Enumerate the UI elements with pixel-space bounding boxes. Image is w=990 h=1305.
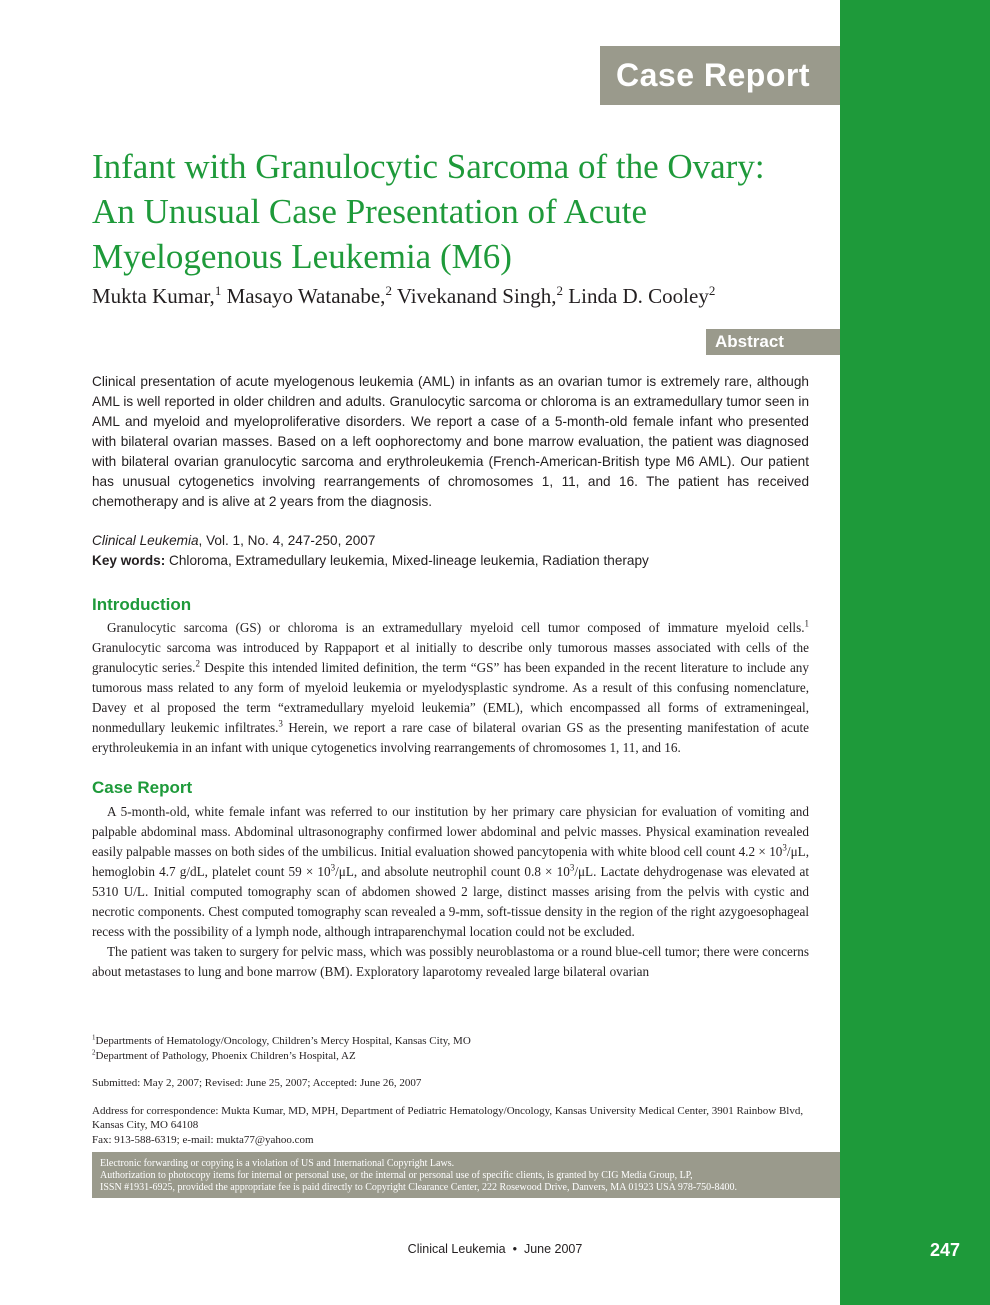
citation-line xyxy=(92,531,809,551)
text-run: A 5-month-old, white female infant was referred to our institution by her primary care physician for evaluation of vomiting and palpable abdominal mass. Abdominal ultrasonography confirmed lower abdominal and pelvic masses. Physical examination revealed easily palpable masses on both sides of the umbilicus. Initial evaluation showed pancytopenia with white blood cell count 4.2 × 10 xyxy=(92,804,809,859)
author-name: Vivekanand Singh, xyxy=(396,284,557,308)
case-report-body xyxy=(92,802,809,982)
title-line: Infant with Granulocytic Sarcoma of the Ovary: xyxy=(92,147,765,186)
text-run: /μL. Lactate dehydrogenase was elevated at 5310 U/L. Initial computed tomography scan of abdomen showed 2 large, distinct masses arising from the pelvis with cystic and necrotic components. Chest computed tomography scan revealed a 9-mm, soft-tissue density in the region of the right azygoesophageal recess with the possibility of a lymph node, although intraparenchymal location could not be excluded. xyxy=(92,864,809,939)
superscript: 3 xyxy=(569,862,575,873)
paragraph xyxy=(92,802,809,942)
affiliation-text: Departments of Hematology/Oncology, Children’s Mercy Hospital, Kansas City, MO xyxy=(95,1035,471,1047)
side-color-bar xyxy=(840,0,990,1305)
journal-name: Clinical Leukemia xyxy=(92,533,199,548)
case-report-heading: Case Report xyxy=(92,778,193,797)
author-list xyxy=(92,283,822,309)
reference-mark: 1 xyxy=(804,618,809,629)
title-line: An Unusual Case Presentation of Acute xyxy=(92,192,648,231)
section-label: Case Report xyxy=(600,46,840,105)
copyright-line: Authorization to photocopy items for internal or personal use, or the internal or personal use of specific clients, is granted by CIG Media Group, LP, xyxy=(100,1170,693,1181)
footnotes xyxy=(92,1034,809,1147)
article-title xyxy=(92,144,822,279)
footer-date: June 2007 xyxy=(523,1242,583,1256)
keywords: Chloroma, Extramedullary leukemia, Mixed-lineage leukemia, Radiation therapy xyxy=(165,553,649,568)
text-run: /μL, hemoglobin 4.7 g/dL, platelet count 59 × 10 xyxy=(92,844,809,879)
submission-dates: Submitted: May 2, 2007; Revised: June 25, 2007; Accepted: June 26, 2007 xyxy=(92,1077,422,1089)
superscript: 3 xyxy=(782,842,787,853)
author-name: Masayo Watanabe, xyxy=(226,284,386,308)
text-run: Granulocytic sarcoma was introduced by Rappaport et al initially to describe only tumorous masses associated with cells of the granulocytic series. xyxy=(92,640,809,675)
affiliation-mark: 2 xyxy=(556,283,564,298)
abstract-heading: Abstract xyxy=(706,329,840,355)
journal-footer xyxy=(300,1242,690,1256)
introduction-heading: Introduction xyxy=(92,595,192,614)
correspondence-contact: Fax: 913-588-6319; e-mail: mukta77@yahoo.com xyxy=(92,1133,314,1146)
text-run: Despite this intended limited definition, the term “GS” has been expanded in the recent literature to include any tumorous mass related to any form of myeloid leukemia or myelodysplastic syndrome. As a result of this confusing nomenclature, Davey et al proposed the term “extramedullary myeloid leukemia” (EML), which encompassed all forms of extrameningeal, nonmedullary leukemic infiltrates. xyxy=(92,660,809,735)
author-name: Mukta Kumar, xyxy=(92,284,215,308)
abstract-text: Clinical presentation of acute myelogenous leukemia (AML) in infants as an ovarian tumor is extremely rare, although AML is well reported in older children and adults. Granulocytic sarcoma or chloroma is an extramedullary tumor seen in AML and myeloid and myeloproliferative disorders. We report a case of a 5-month-old female infant who presented with bilateral ovarian masses. Based on a left oophorectomy and bone marrow evaluation, the patient was diagnosed with bilateral ovarian granulocytic sarcoma and erythroleukemia (French-American-British type M6 AML). Our patient has unusual cytogenetics involving rearrangements of chromosomes 1, 11, and 16. The patient has received chemotherapy and is alive at 2 years from the diagnosis. xyxy=(92,374,809,509)
footer-separator: • xyxy=(512,1242,517,1256)
copyright-notice xyxy=(92,1152,840,1198)
reference-mark: 2 xyxy=(195,658,200,669)
citation-block xyxy=(92,531,809,571)
copyright-line: ISSN #1931-6925, provided the appropriate fee is paid directly to Copyright Clearance Center, 222 Rosewood Drive, Danvers, MA 01923 USA 978-750-8400. xyxy=(100,1182,737,1193)
keywords-line xyxy=(92,551,809,571)
text-run: Granulocytic sarcoma (GS) or chloroma is an extramedullary myeloid cell tumor composed of immature myeloid cells. xyxy=(107,620,805,635)
page-number: 247 xyxy=(929,1240,960,1260)
citation-details: , Vol. 1, No. 4, 247-250, 2007 xyxy=(198,533,376,548)
affiliation-mark: 2 xyxy=(708,283,716,298)
title-line: Myelogenous Leukemia (M6) xyxy=(92,237,512,276)
paragraph: The patient was taken to surgery for pelvic mass, which was possibly neuroblastoma or a round blue-cell tumor; there were concerns about metastases to lung and bone marrow (BM). Exploratory laparotomy revealed large bilateral ovarian xyxy=(92,944,809,979)
author-name: Linda D. Cooley xyxy=(568,284,709,308)
keywords-label: Key words: xyxy=(92,553,166,568)
affiliation-text: Department of Pathology, Phoenix Children’s Hospital, AZ xyxy=(95,1049,356,1062)
affiliation-mark: 2 xyxy=(92,1047,96,1056)
affiliation-mark: 1 xyxy=(92,1033,96,1042)
footer-journal: Clinical Leukemia xyxy=(407,1242,506,1256)
reference-mark: 3 xyxy=(278,718,283,729)
copyright-line: Electronic forwarding or copying is a violation of US and International Copyright Laws. xyxy=(100,1158,455,1169)
correspondence-address: Address for correspondence: Mukta Kumar, MD, MPH, Department of Pediatric Hematology/Oncology, Kansas University Medical Center, 3901 Rainbow Blvd, Kansas City, MO 64108 xyxy=(92,1104,804,1131)
introduction-body xyxy=(92,618,809,758)
affiliation-footnote xyxy=(92,1034,809,1049)
text-run: Herein, we report a rare case of bilateral ovarian GS as the presenting manifestation of acute erythroleukemia in an infant with unique cytogenetics involving rearrangements of chromosomes 1, 11, and 16. xyxy=(92,720,809,755)
superscript: 3 xyxy=(330,862,336,873)
affiliation-mark: 2 xyxy=(385,283,392,298)
text-run: /μL, and absolute neutrophil count 0.8 × 10 xyxy=(335,864,570,879)
affiliation-mark: 1 xyxy=(214,283,222,298)
paragraph xyxy=(92,618,809,758)
affiliation-footnote xyxy=(92,1049,809,1064)
